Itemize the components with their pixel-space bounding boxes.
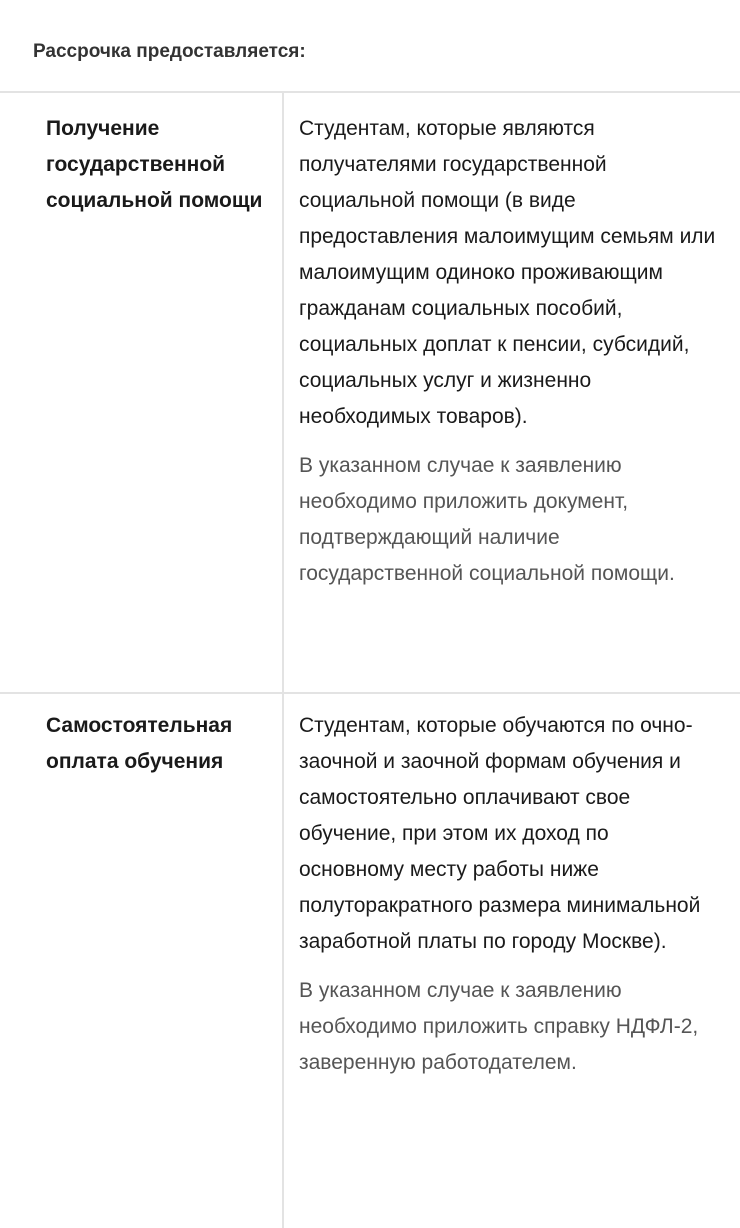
row-description — [299, 708, 719, 1081]
section-heading: Рассрочка предоставляется: — [33, 41, 306, 62]
row-description — [299, 111, 719, 592]
column-divider-row-1 — [282, 93, 284, 692]
table-divider-top — [0, 91, 740, 93]
table-divider-middle — [0, 692, 740, 694]
row-description-text: Студентам, которые являются получателями государственной социальной помощи (в виде предоставления малоимущим семьям или малоимущим одиноко проживающим гражданам социальных пособий, социальных доплат к пенсии, субсидий, социальных услуг и жизненно необходимых товаров). — [299, 117, 716, 428]
row-description-text: Студентам, которые обучаются по очно-заочной и заочной формам обучения и самостоятельно оплачивают свое обучение, при этом их доход по основному месту работы ниже полуторакратного размера минимальной заработной платы по городу Москве). — [299, 714, 701, 953]
row-term: Получение государственной социальной помощи — [46, 117, 263, 212]
row-term: Самостоятельная оплата обучения — [46, 714, 233, 773]
column-divider-row-2 — [282, 694, 284, 1228]
row-description-note: В указанном случае к заявлению необходимо приложить документ, подтверждающий наличие государственной социальной помощи. — [299, 454, 675, 585]
row-description-note: В указанном случае к заявлению необходимо приложить справку НДФЛ-2, заверенную работодателем. — [299, 979, 699, 1074]
